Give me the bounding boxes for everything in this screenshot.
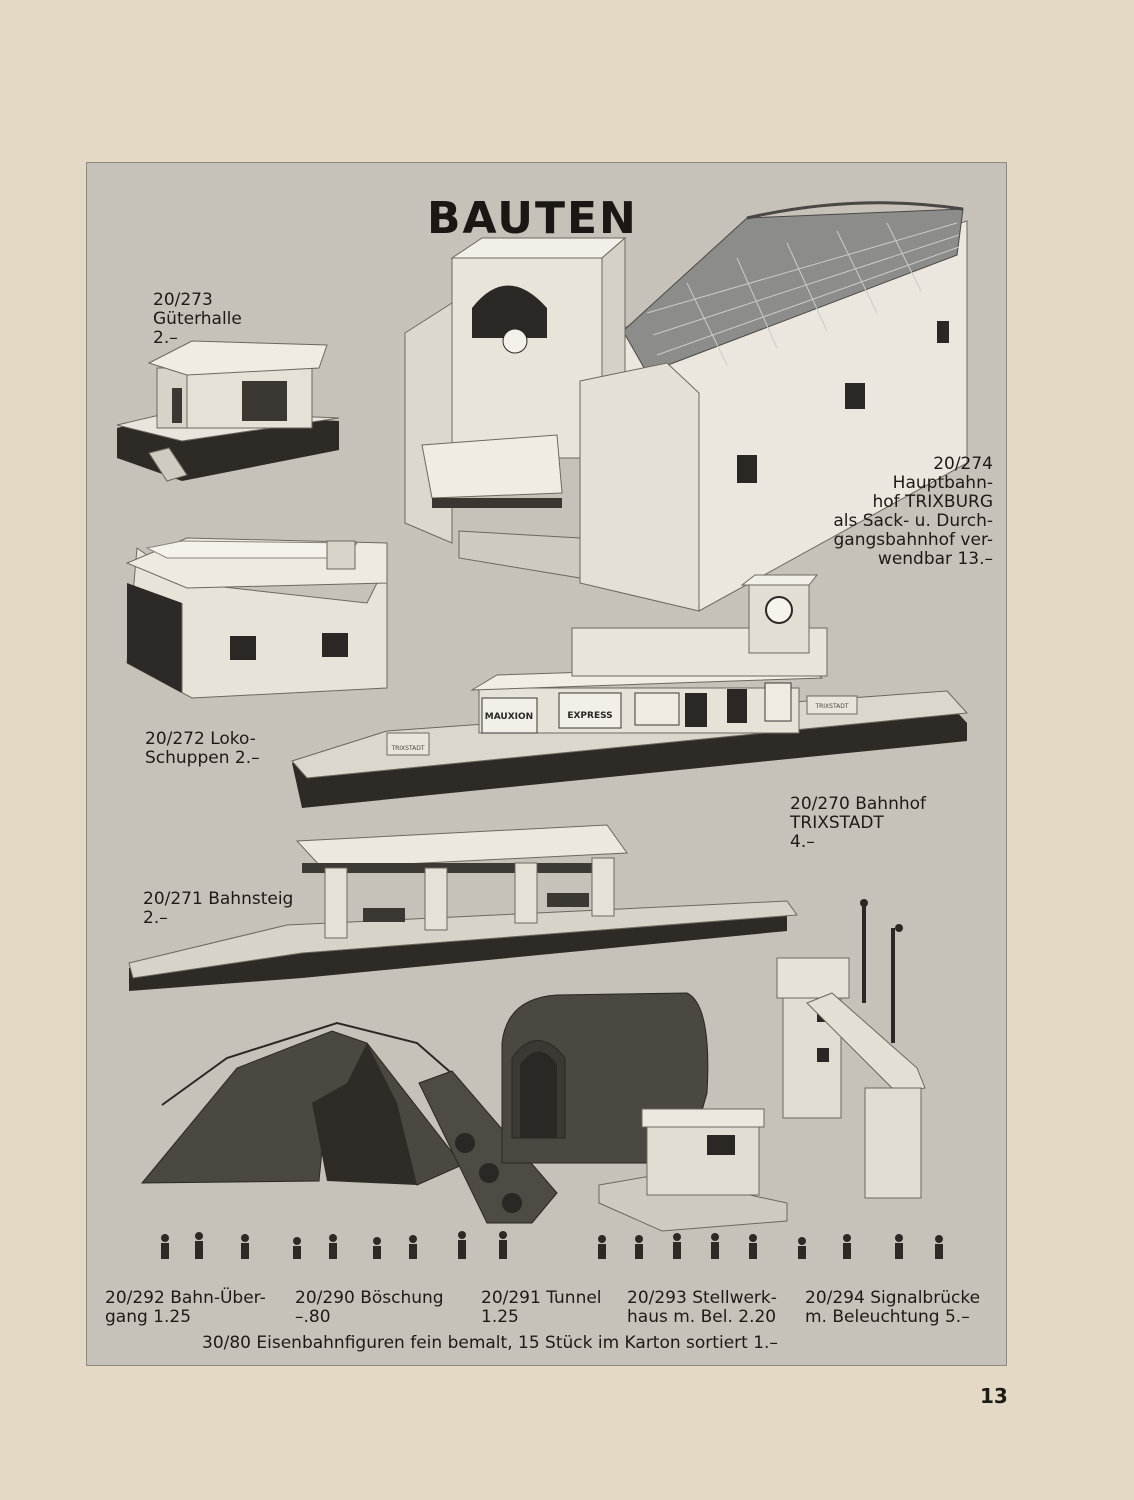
bahnuebergang-model [142,1023,462,1185]
ad-express: EXPRESS [567,711,613,721]
page-number: 13 [980,1384,1008,1408]
caption-20-271: 20/271 Bahnsteig 2.– [143,889,294,928]
caption-20-294: 20/294 Signalbrücke m. Beleuchtung 5.– [805,1288,981,1327]
caption-20-290: 20/290 Böschung –.80 [295,1288,444,1327]
railway-figures-row [161,1231,943,1259]
caption-20-291: 20/291 Tunnel 1.25 [481,1288,602,1327]
caption-20-273: 20/273 Güterhalle 2.– [153,290,242,348]
caption-20-270: 20/270 Bahnhof TRIXSTADT 4.– [790,794,926,852]
caption-20-293: 20/293 Stellwerk- haus m. Bel. 2.20 [627,1288,777,1327]
catalog-plate [86,162,1007,1366]
caption-20-292: 20/292 Bahn-Über- gang 1.25 [105,1288,266,1327]
station-sign-left: TRIXSTADT [391,745,425,752]
ad-mauxion: MAUXION [484,712,534,722]
page-title: BAUTEN [427,193,638,244]
station-sign-right: TRIXSTADT [815,703,849,710]
figures-caption: 30/80 Eisenbahnfiguren fein bemalt, 15 Stück im Karton sortiert 1.– [202,1333,778,1353]
caption-20-274: 20/274 Hauptbahn- hof TRIXBURG als Sack- u. Durch- gangsbahnhof ver- wendbar 13.– [833,454,993,569]
gueterhalle-model [117,341,339,481]
signalbruecke-model [777,899,925,1198]
bahnhof-trixstadt-model [292,575,967,808]
lokschuppen-model [127,538,387,698]
caption-20-272: 20/272 Loko- Schuppen 2.– [145,729,260,768]
